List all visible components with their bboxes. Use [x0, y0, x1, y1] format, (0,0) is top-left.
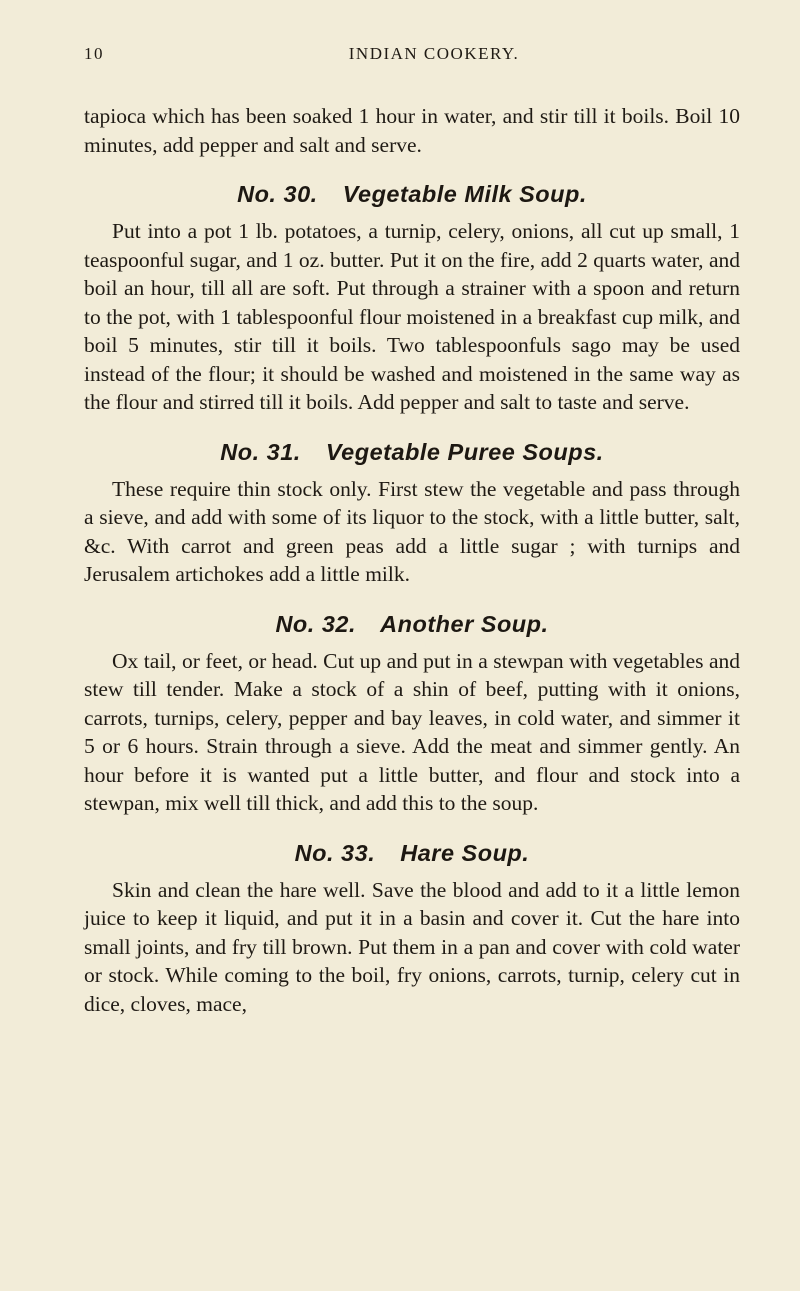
recipe-title: Hare Soup. [400, 839, 530, 866]
recipe-number: No. 32. [275, 610, 356, 637]
recipe-text: Put into a pot 1 lb. potatoes, a turnip, celery, onions, all cut up small, 1 teaspoonful sugar, and 1 oz. butter. Put it on the fire, add 2 quarts water, and boil an hour, till all are soft. Put through a strainer with a spoon and return to the pot, with 1 tablespoonful flour moistened in a breakfast cup milk, and boil 5 minutes, stir till it boils. Two tablespoonfuls sago may be used instead of the flour; it should be washed and moistened in the same way as the flour and stirred till it boils. Add pepper and salt to taste and serve. [84, 219, 740, 414]
recipe-heading [84, 818, 740, 876]
recipe-heading [84, 417, 740, 475]
recipe-text: Skin and clean the hare well. Save the blood and add to it a little lemon juice to keep it liquid, and put it in a basin and cover it. Cut the hare into small joints, and fry till brown. Put them in a pan and cover with cold water or stock. While coming to the boil, fry onions, carrots, turnip, celery cut in dice, cloves, mace, [84, 877, 740, 1016]
recipe-title: Another Soup. [380, 610, 549, 637]
page-number: 10 [84, 44, 104, 63]
recipe-heading [84, 589, 740, 647]
recipe-no-31 [84, 417, 740, 589]
page-content [84, 102, 740, 1018]
intro-paragraph: tapioca which has been soaked 1 hour in water, and stir till it boils. Boil 10 minutes, add pepper and salt and serve. [84, 104, 740, 157]
recipe-text: These require thin stock only. First stew the vegetable and pass through a sieve, and add with some of its liquor to the stock, with a little butter, salt, &c. With carrot and green peas add a little sugar ; with turnips and Jerusalem artichokes add a little milk. [84, 476, 740, 586]
running-title: INDIAN COOKERY. [348, 44, 520, 63]
recipe-title: Vegetable Puree Soups. [325, 438, 604, 465]
recipe-text: Ox tail, or feet, or head. Cut up and put in a stewpan with vegetables and stew till tender. Make a stock of a shin of beef, putting with it onions, carrots, turnips, celery, pepper and bay leaves, in cold water, and simmer it 5 or 6 hours. Strain through a sieve. Add the meat and simmer gently. An hour before it is wanted put a little butter, and flour and stock into a stewpan, mix well till thick, and add this to the soup. [84, 648, 740, 815]
recipe-number: No. 30. [237, 181, 318, 207]
recipe-number: No. 33. [294, 839, 376, 866]
recipe-no-32 [84, 589, 740, 818]
recipe-number: No. 31. [220, 438, 301, 465]
recipe-heading [84, 159, 740, 217]
running-head [84, 44, 744, 74]
recipe-no-30 [84, 159, 740, 417]
recipe-no-33 [84, 818, 740, 1019]
recipe-title: Vegetable Milk Soup. [342, 181, 587, 207]
